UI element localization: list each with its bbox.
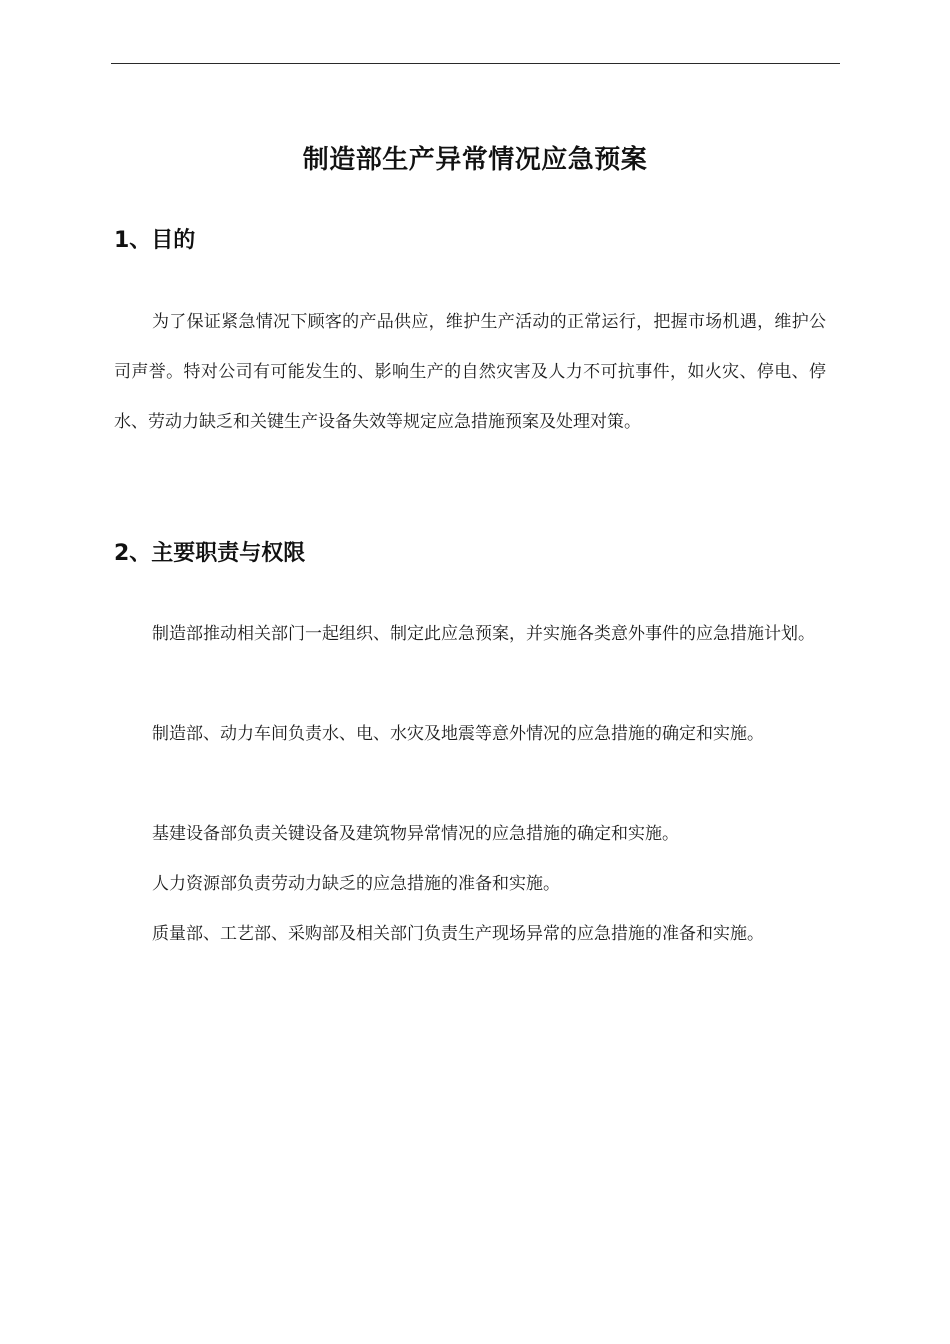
paragraph-responsibility-1: 制造部推动相关部门一起组织、制定此应急预案，并实施各类意外事件的应急措施计划。 — [152, 624, 815, 644]
paragraph-responsibility-5: 质量部、工艺部、采购部及相关部门负责生产现场异常的应急措施的准备和实施。 — [152, 924, 764, 944]
paragraph-responsibility-2: 制造部、动力车间负责水、电、水灾及地震等意外情况的应急措施的确定和实施。 — [152, 724, 764, 744]
document-title: 制造部生产异常情况应急预案 — [302, 145, 648, 175]
section-heading-purpose: 1、目的 — [114, 228, 196, 253]
paragraph-responsibility-4: 人力资源部负责劳动力缺乏的应急措施的准备和实施。 — [152, 874, 560, 894]
header-rule — [111, 63, 840, 64]
paragraph-responsibility-3: 基建设备部负责关键设备及建筑物异常情况的应急措施的确定和实施。 — [152, 824, 679, 844]
section-heading-responsibilities: 2、主要职责与权限 — [114, 541, 306, 566]
paragraph-purpose: 为了保证紧急情况下顾客的产品供应，维护生产活动的正常运行，把握市场机遇，维护公司声誉。特对公司有可能发生的、影响生产的自然灾害及人力不可抗事件，如火灾、停电、停水、劳动力缺乏和关键生产设备失效等规定应急措施预案及处理对策。 — [114, 312, 826, 432]
